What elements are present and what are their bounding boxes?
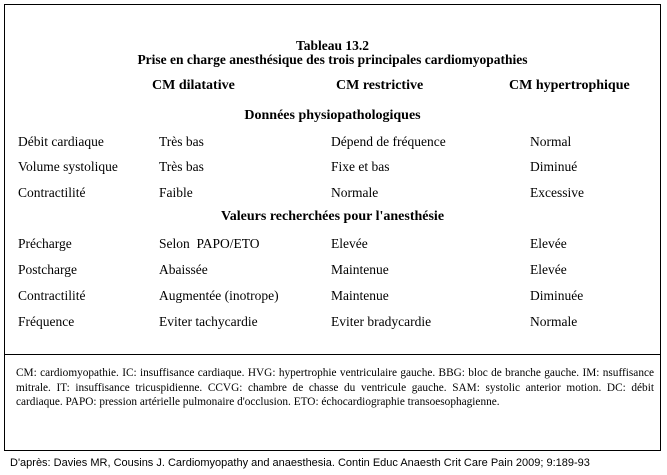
row-label: Débit cardiaque <box>18 134 104 149</box>
table-row <box>5 185 660 203</box>
cell-dilated: Selon PAPO/ETO <box>159 236 260 251</box>
cell-restrictive: Maintenue <box>331 288 389 303</box>
column-header-restrictive: CM restrictive <box>336 78 424 93</box>
table-row <box>5 134 660 152</box>
cell-hypertrophic: Elevée <box>530 262 567 277</box>
cell-restrictive: Fixe et bas <box>331 159 390 174</box>
cell-hypertrophic: Elevée <box>530 236 567 251</box>
cell-hypertrophic: Excessive <box>530 185 584 200</box>
table-subtitle: Prise en charge anesthésique des trois principales cardiomyopathies <box>137 52 528 67</box>
table-title: Tableau 13.2 <box>295 38 370 53</box>
cell-hypertrophic: Diminuée <box>530 288 584 303</box>
table-row <box>5 288 660 306</box>
table-row <box>5 236 660 254</box>
cell-dilated: Augmentée (inotrope) <box>159 288 279 303</box>
row-label: Précharge <box>18 236 72 251</box>
row-label: Contractilité <box>18 288 86 303</box>
cell-dilated: Faible <box>159 185 193 200</box>
cell-hypertrophic: Normale <box>530 314 578 329</box>
column-header-hypertrophic: CM hypertrophique <box>509 78 630 93</box>
cell-dilated: Abaissée <box>159 262 208 277</box>
table-footnote: CM: cardiomyopathie. IC: insuffisance cardiaque. HVG: hypertrophie ventriculaire gauche. BBG: bloc de branche gauche. IM: nsuffisance mitrale. IT: insuffisance tricuspidienne. CCVG: chambre de chasse du ventricule gauche. SAM: systolic anterior motion. DC: débit cardiaque. PAPO: pression artérielle pulmonaire d'occlusion. ETO: échocardiographie transoesophagienne. <box>16 367 654 408</box>
cell-hypertrophic: Normal <box>530 134 572 149</box>
cell-hypertrophic: Diminué <box>530 159 578 174</box>
cell-dilated: Très bas <box>159 134 204 149</box>
table-row <box>5 159 660 177</box>
section-heading-physiopathology: Données physiopathologiques <box>244 108 421 123</box>
cell-restrictive: Eviter bradycardie <box>331 314 432 329</box>
row-label: Postcharge <box>18 262 77 277</box>
section-heading-anesthesia-targets: Valeurs recherchées pour l'anesthésie <box>220 209 445 224</box>
cell-restrictive: Maintenue <box>331 262 389 277</box>
row-label: Contractilité <box>18 185 86 200</box>
column-header-dilated: CM dilatative <box>152 78 235 93</box>
cell-dilated: Eviter tachycardie <box>159 314 258 329</box>
source-citation: D'après: Davies MR, Cousins J. Cardiomyopathy and anaesthesia. Contin Educ Anaesth Crit Care Pain 2009; 9:189-93 <box>10 457 590 469</box>
cell-restrictive: Elevée <box>331 236 368 251</box>
table-frame <box>4 4 661 451</box>
cell-dilated: Très bas <box>159 159 204 174</box>
table-row <box>5 262 660 280</box>
cell-restrictive: Normale <box>331 185 379 200</box>
table-row <box>5 314 660 332</box>
cell-restrictive: Dépend de fréquence <box>331 134 446 149</box>
footnote-divider <box>5 354 660 355</box>
row-label: Volume systolique <box>18 159 118 174</box>
row-label: Fréquence <box>18 314 75 329</box>
